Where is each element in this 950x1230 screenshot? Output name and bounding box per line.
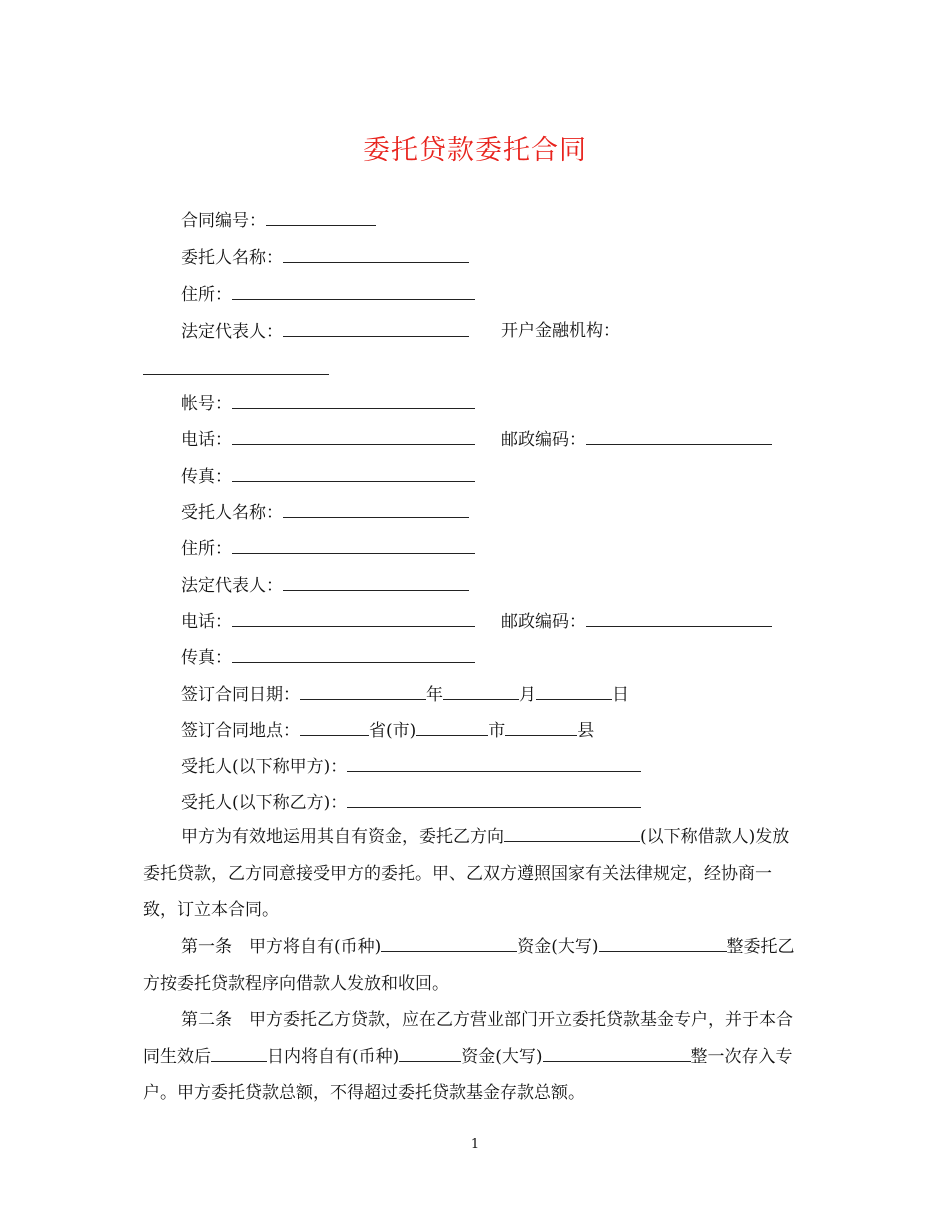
trustee-fax-blank[interactable]: [232, 646, 475, 663]
account-line: [181, 392, 475, 414]
article-2-text-1: 甲方委托乙方贷款，应在乙方营业部门开立委托贷款基金专户，并于本合同生效后: [143, 1010, 793, 1067]
principal-address-line: [181, 283, 475, 305]
party-b-label: 受托人(以下称乙方)：: [181, 793, 348, 813]
principal-postcode-label: 邮政编码：: [501, 430, 586, 450]
principal-postcode-line: [501, 428, 772, 450]
principal-legal-rep-line: [181, 320, 469, 342]
article-1-label: 第一条: [181, 937, 232, 957]
borrower-blank[interactable]: [504, 825, 640, 842]
county-blank[interactable]: [505, 719, 577, 736]
month-label: 月: [519, 685, 536, 705]
article-1-currency-blank[interactable]: [381, 935, 517, 952]
page-number: 1: [470, 1137, 480, 1152]
sign-place-line: [181, 719, 594, 741]
principal-fax-blank[interactable]: [232, 465, 475, 482]
trustee-legal-rep-label: 法定代表人：: [181, 576, 283, 596]
trustee-postcode-label: 邮政编码：: [501, 612, 586, 632]
principal-name-label: 委托人名称：: [181, 248, 283, 268]
party-a-label: 受托人(以下称甲方)：: [181, 757, 348, 777]
trustee-address-label: 住所：: [181, 539, 232, 559]
principal-legal-rep-label: 法定代表人：: [181, 322, 283, 342]
article-2-label: 第二条: [181, 1010, 232, 1030]
party-a-blank[interactable]: [347, 755, 641, 772]
trustee-name-label: 受托人名称：: [181, 503, 283, 523]
trustee-name-blank[interactable]: [283, 501, 469, 518]
party-a-line: [181, 755, 641, 777]
intro-text-1: 甲方为有效地运用其自有资金，委托乙方向: [181, 827, 504, 847]
trustee-postcode-line: [501, 610, 772, 632]
sign-place-label: 签订合同地点：: [181, 721, 300, 741]
trustee-phone-line: [181, 610, 475, 632]
sign-day-blank[interactable]: [536, 683, 612, 700]
intro-text-2: (以下称借款人)发放委托贷款，乙方同意接受甲方的委托。甲、乙双方遵照国家有关法律规定，经协商一致，订立本合同。: [143, 827, 790, 920]
account-blank[interactable]: [232, 392, 475, 409]
party-b-line: [181, 791, 641, 813]
sign-date-label: 签订合同日期：: [181, 685, 300, 705]
article-2-days-blank[interactable]: [211, 1045, 267, 1062]
article-1-text-1: 甲方将自有(币种): [249, 937, 382, 957]
bank-label: 开户金融机构：: [501, 321, 620, 341]
principal-fax-line: [181, 465, 475, 487]
article-2-text-3: 资金(大写): [461, 1046, 543, 1067]
principal-phone-label: 电话：: [181, 430, 232, 450]
principal-phone-blank[interactable]: [232, 428, 475, 445]
bank-line: [501, 320, 620, 342]
trustee-address-blank[interactable]: [232, 537, 475, 554]
province-label: 省(市): [369, 721, 417, 741]
contract-number-line: [181, 209, 376, 231]
city-label: 市: [488, 721, 506, 741]
principal-name-line: [181, 246, 469, 268]
principal-address-label: 住所：: [181, 285, 232, 305]
contract-number-label: 合同编号：: [181, 211, 266, 231]
day-label: 日: [612, 685, 629, 705]
province-blank[interactable]: [300, 719, 369, 736]
article-1-text-3: 整委托乙方按委托贷款程序向借款人发放和收回。: [143, 937, 795, 994]
account-label: 帐号：: [181, 394, 232, 414]
trustee-postcode-blank[interactable]: [586, 610, 772, 627]
article-2-paragraph: [143, 1002, 803, 1112]
article-1-amount-blank[interactable]: [599, 935, 727, 952]
article-2-text-2: 日内将自有(币种): [267, 1046, 400, 1067]
principal-address-blank[interactable]: [232, 283, 475, 300]
intro-paragraph: [143, 819, 803, 929]
sign-month-blank[interactable]: [443, 683, 519, 700]
trustee-fax-line: [181, 646, 475, 668]
trustee-legal-rep-line: [181, 574, 469, 596]
bank-blank[interactable]: [143, 374, 329, 375]
document-title: 委托贷款委托合同: [363, 135, 587, 166]
trustee-address-line: [181, 537, 475, 559]
sign-date-line: [181, 683, 629, 705]
article-1-text-2: 资金(大写): [517, 937, 599, 957]
trustee-fax-label: 传真：: [181, 648, 232, 668]
contract-number-blank[interactable]: [266, 209, 376, 226]
principal-postcode-blank[interactable]: [586, 428, 772, 445]
party-b-blank[interactable]: [347, 791, 641, 808]
principal-legal-rep-blank[interactable]: [283, 320, 469, 337]
county-label: 县: [577, 721, 595, 741]
article-2-amount-blank[interactable]: [543, 1045, 691, 1062]
trustee-phone-label: 电话：: [181, 612, 232, 632]
article-1-paragraph: [143, 929, 803, 1002]
principal-name-blank[interactable]: [283, 246, 469, 263]
article-2-currency-blank[interactable]: [399, 1045, 461, 1062]
article-2-text-4: 整一次存入专户。甲方委托贷款总额，不得超过委托贷款基金存款总额。: [143, 1046, 793, 1103]
trustee-name-line: [181, 501, 469, 523]
principal-phone-line: [181, 428, 475, 450]
trustee-phone-blank[interactable]: [232, 610, 475, 627]
year-label: 年: [426, 685, 443, 705]
principal-fax-label: 传真：: [181, 467, 232, 487]
trustee-legal-rep-blank[interactable]: [283, 574, 469, 591]
sign-year-blank[interactable]: [300, 683, 426, 700]
city-blank[interactable]: [416, 719, 488, 736]
